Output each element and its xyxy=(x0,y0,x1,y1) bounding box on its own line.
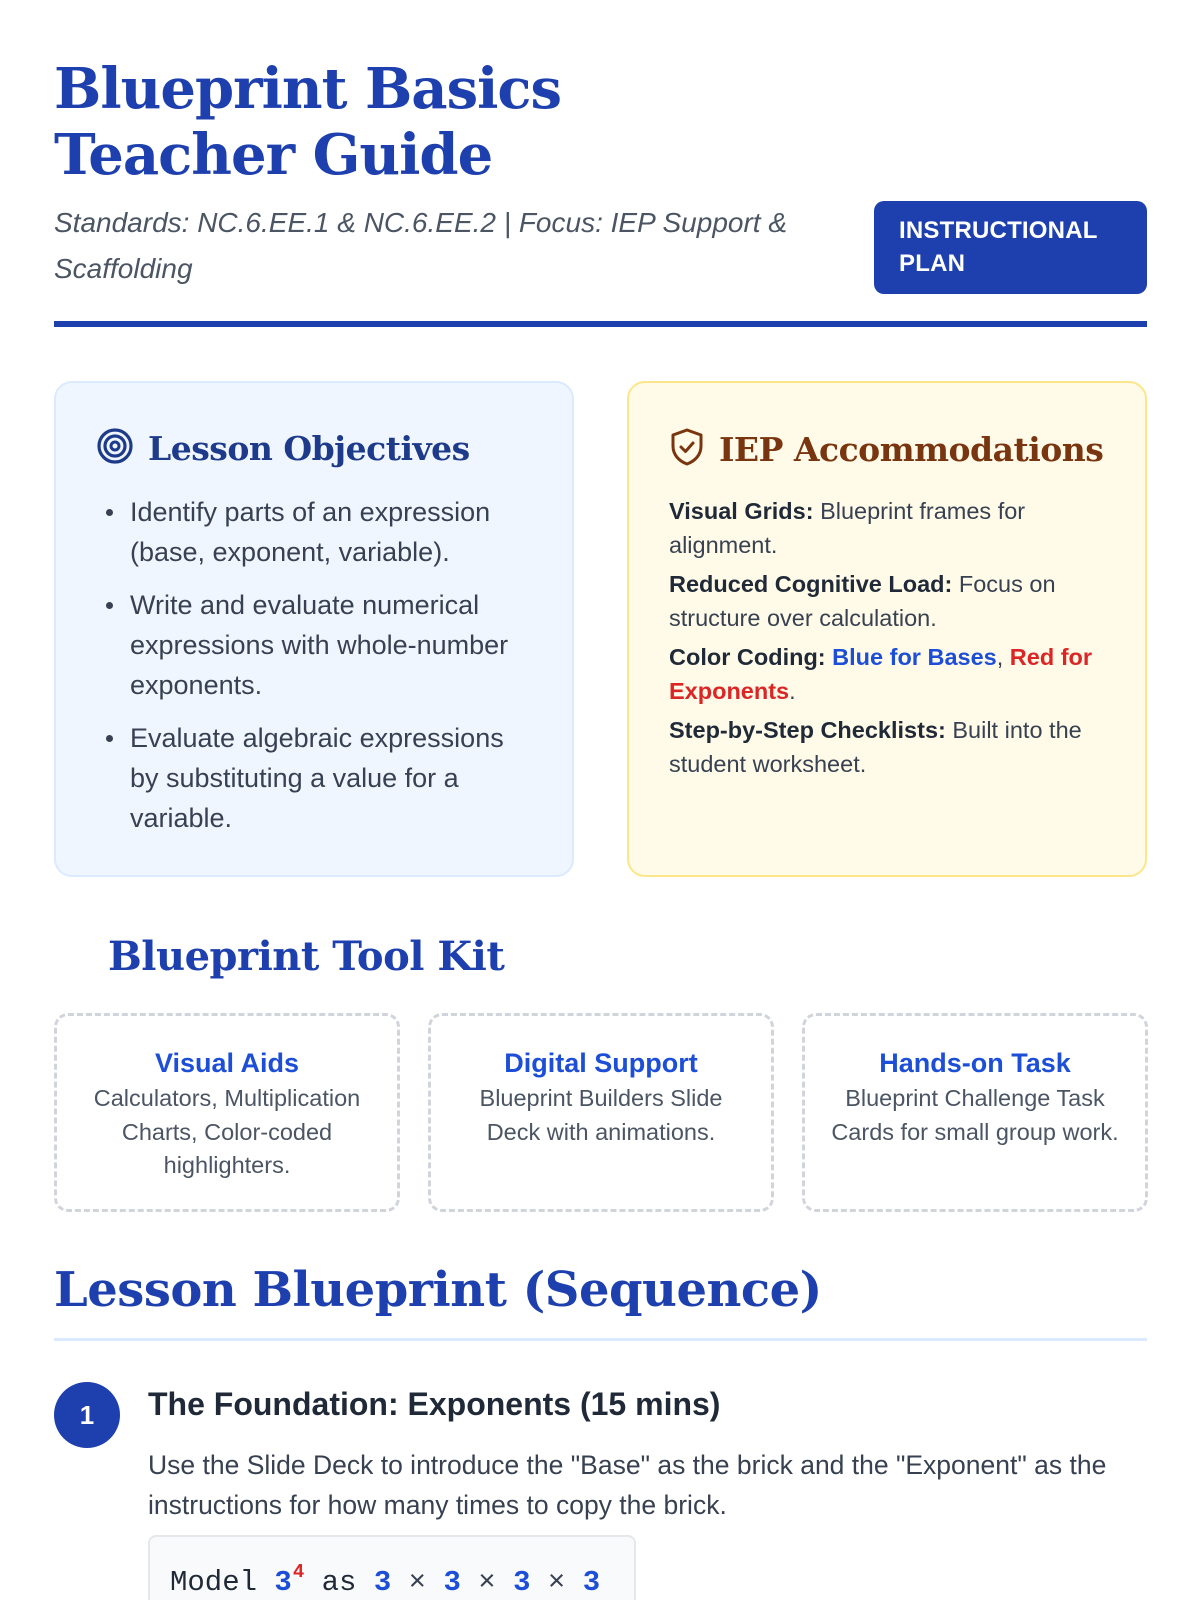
step-number-badge: 1 xyxy=(54,1382,120,1448)
target-icon xyxy=(96,427,134,470)
toolkit-heading: Blueprint Tool Kit xyxy=(108,933,505,980)
objective-item: Evaluate algebraic expressions by substituting a value for a variable. xyxy=(130,718,532,838)
code-operator: × xyxy=(478,1566,496,1599)
shield-check-icon xyxy=(669,427,705,472)
iep-item-text: Blueprint frames for alignment. xyxy=(669,498,1026,558)
tool-card-visual-aids xyxy=(54,1013,400,1212)
step-description: Use the Slide Deck to introduce the "Base" as the brick and the "Exponent" as the instructions for how many times to copy the brick. xyxy=(148,1450,1107,1520)
code-operator: × xyxy=(408,1566,427,1599)
code-prefix: Model xyxy=(170,1566,258,1599)
iep-item-reduced-load xyxy=(669,567,1105,635)
sequence-divider xyxy=(54,1338,1147,1341)
exponent-model-code xyxy=(148,1535,636,1600)
objective-item: Identify parts of an expression (base, exponent, variable). xyxy=(130,492,532,572)
tool-description: Blueprint Challenge Task Cards for small group work. xyxy=(831,1085,1119,1145)
iep-item-label: Visual Grids: xyxy=(669,498,814,524)
iep-item-label: Step-by-Step Checklists: xyxy=(669,717,946,743)
sequence-heading: Lesson Blueprint (Sequence) xyxy=(54,1262,822,1318)
tool-title: Visual Aids xyxy=(154,1048,300,1078)
page-title: Blueprint Basics Teacher Guide xyxy=(54,56,562,188)
tool-description: Blueprint Builders Slide Deck with animations. xyxy=(479,1085,723,1145)
tool-description: Calculators, Multiplication Charts, Color-coded highlighters. xyxy=(93,1085,361,1178)
objective-item: Write and evaluate numerical expressions with whole-number exponents. xyxy=(130,585,532,705)
iep-accommodations-card xyxy=(627,381,1147,877)
tool-title: Digital Support xyxy=(504,1048,698,1078)
iep-accommodations-heading: IEP Accommodations xyxy=(719,430,1104,469)
blue-for-bases-text: Blue for Bases xyxy=(832,644,997,670)
code-connector: as xyxy=(321,1566,357,1599)
iep-item-text: Built into the student worksheet. xyxy=(669,717,1082,777)
iep-item-text: Focus on structure over calculation. xyxy=(669,571,1056,631)
step-title: The Foundation: Exponents (15 mins) xyxy=(148,1386,721,1422)
tool-title: Hands-on Task xyxy=(879,1048,1071,1078)
code-base: 3 xyxy=(274,1566,292,1599)
iep-item-checklists xyxy=(669,713,1105,781)
code-operator: × xyxy=(547,1566,566,1599)
tool-card-digital-support xyxy=(428,1013,774,1212)
iep-item-label: Color Coding: xyxy=(669,644,826,670)
lesson-objectives-heading: Lesson Objectives xyxy=(148,429,470,468)
tool-card-hands-on-task xyxy=(802,1013,1148,1212)
code-factor: 3 xyxy=(443,1566,461,1599)
code-factor: 3 xyxy=(513,1566,531,1599)
code-exponent: 4 xyxy=(292,1561,305,1583)
code-factor: 3 xyxy=(582,1566,601,1599)
iep-item-color-coding xyxy=(669,640,1105,708)
standards-subtitle: Standards: NC.6.EE.1 & NC.6.EE.2 | Focus: IEP Support & Scaffolding xyxy=(54,207,788,284)
header-divider xyxy=(54,321,1147,327)
end-text: . xyxy=(789,678,796,704)
code-factor: 3 xyxy=(373,1566,392,1599)
objectives-list xyxy=(96,492,532,838)
iep-item-visual-grids xyxy=(669,494,1105,562)
lesson-objectives-card xyxy=(54,381,574,877)
instructional-plan-badge: INSTRUCTIONAL PLAN xyxy=(874,201,1147,294)
red-for-exponents-text: Red for Exponents xyxy=(669,644,1093,704)
separator-text: , xyxy=(996,644,1004,670)
iep-item-label: Reduced Cognitive Load: xyxy=(669,571,953,597)
